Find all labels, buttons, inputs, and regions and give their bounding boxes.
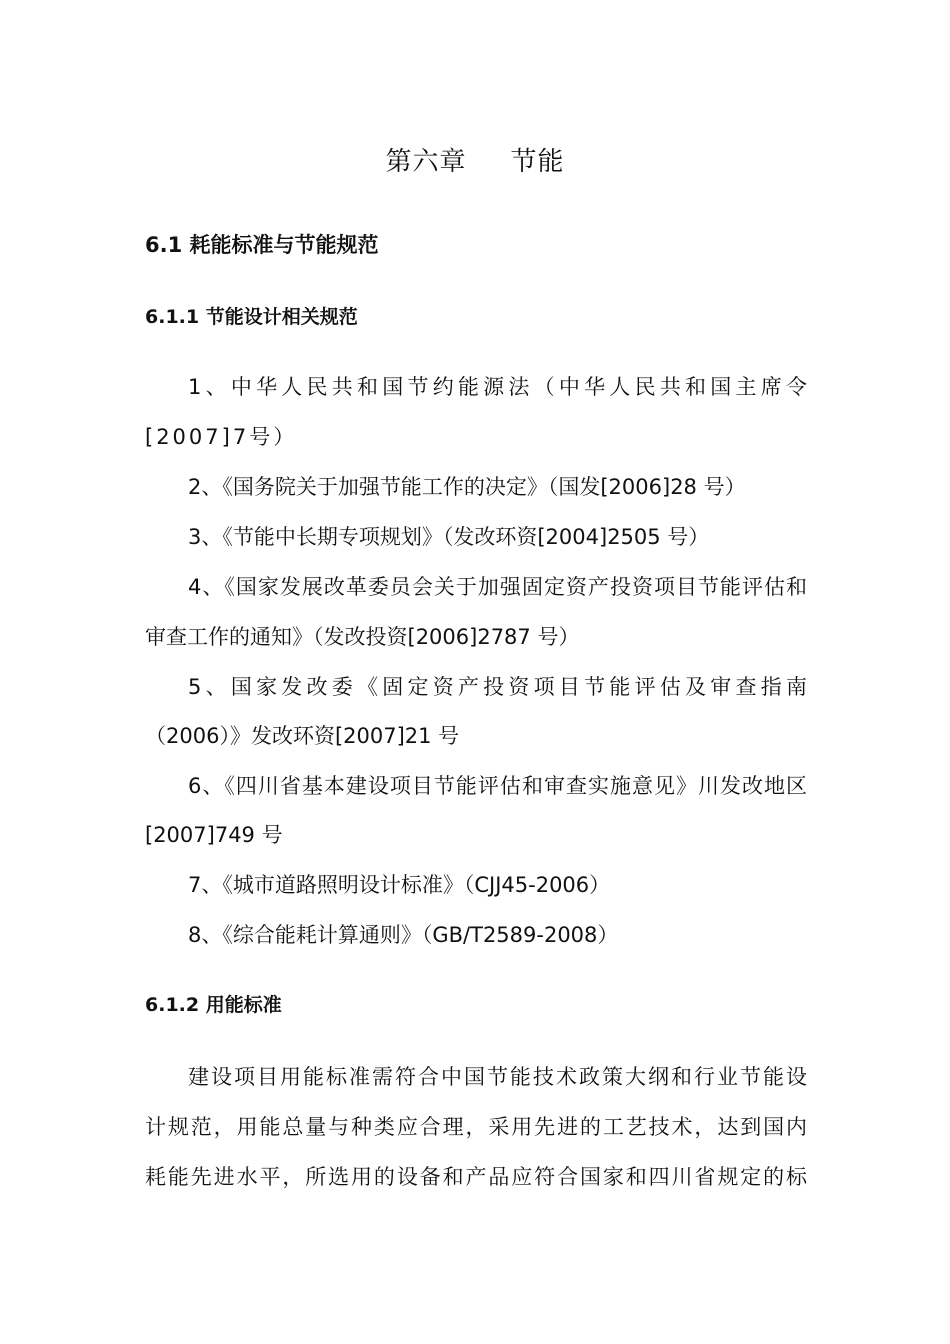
paragraph-line-1: 建设项目用能标准需符合中国节能技术政策大纲和行业节能设 [188,1065,807,1089]
reference-item-6-line-2: [2007]749 号 [145,823,283,847]
reference-item-2: 2、《国务院关于加强节能工作的决定》（国发[2006]28 号） [188,475,746,499]
reference-item-7: 7、《城市道路照明设计标准》（CJJ45-2006） [188,873,611,897]
section-heading-6-1: 6.1 耗能标准与节能规范 [145,233,379,257]
reference-item-8: 8、《综合能耗计算通则》（GB/T2589-2008） [188,923,619,947]
reference-item-5-line-2: （2006）》发改环资[2007]21 号 [145,724,460,748]
chapter-title [0,142,950,182]
paragraph-line-3: 耗能先进水平，所选用的设备和产品应符合国家和四川省规定的标 [145,1165,807,1189]
paragraph-line-2: 计规范，用能总量与种类应合理，采用先进的工艺技术，达到国内 [145,1115,807,1139]
reference-item-1-line-2: [2007]7号） [145,425,298,449]
section-heading-6-1-1: 6.1.1 节能设计相关规范 [145,306,358,328]
chapter-name: 节能 [510,147,565,177]
reference-item-3: 3、《节能中长期专项规划》（发改环资[2004]2505 号） [188,525,710,549]
section-heading-6-1-2: 6.1.2 用能标准 [145,994,282,1016]
reference-item-4-line-2: 审查工作的通知》（发改投资[2006]2787 号） [145,625,580,649]
reference-item-4-line-1: 4、《国家发展改革委员会关于加强固定资产投资项目节能评估和 [188,575,807,599]
reference-item-5-line-1: 5、国家发改委《固定资产投资项目节能评估及审查指南 [188,675,807,699]
reference-item-1-line-1: 1、中华人民共和国节约能源法（中华人民共和国主席令 [188,375,807,399]
reference-item-6-line-1: 6、《四川省基本建设项目节能评估和审查实施意见》川发改地区 [188,774,807,798]
chapter-number: 第六章 [385,147,467,177]
